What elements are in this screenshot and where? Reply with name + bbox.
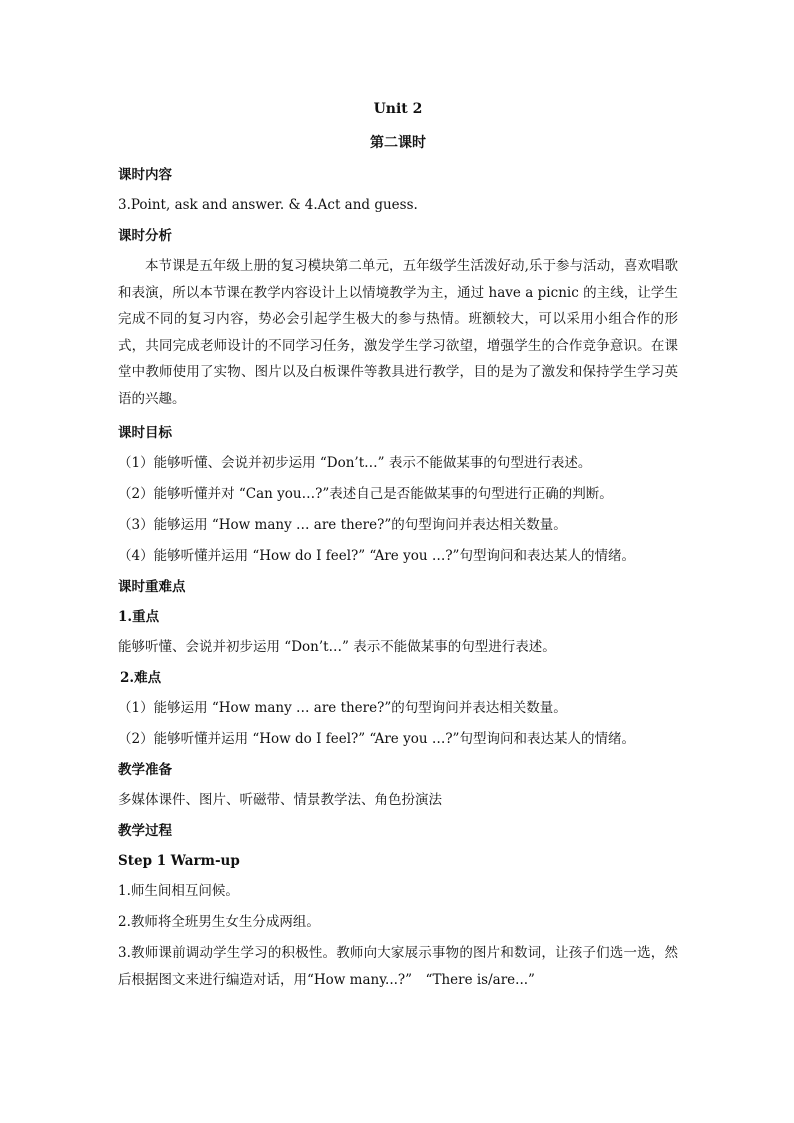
analysis-heading: 课时分析	[118, 228, 172, 244]
key-point-label: 1.重点	[118, 609, 160, 625]
unit-title: Unit 2	[373, 101, 423, 117]
goal-item: （1）能够听懂、会说并初步运用 “Don’t…” 表示不能做某事的句型进行表述。	[118, 455, 592, 471]
prep-heading: 教学准备	[118, 762, 172, 778]
step1-label: Step 1 Warm-up	[118, 853, 240, 869]
lesson-title: 第二课时	[370, 135, 426, 151]
step-item: 1.师生间相互问候。	[118, 883, 239, 899]
step-item-3: 3.教师课前调动学生学习的积极性。教师向大家展示事物的图片和数词，让孩子们选一选，然后根据图文来进行编造对话，用“How many...?” “There is/are...”	[118, 945, 678, 988]
difficult-item: （2）能够听懂并运用 “How do I feel?” “Are you …?”句型询问和表达某人的情绪。	[118, 731, 635, 747]
prep-text: 多媒体课件、图片、听磁带、情景教学法、角色扮演法	[118, 792, 442, 808]
process-heading: 教学过程	[118, 823, 172, 839]
difficult-point-label: 2.难点	[120, 670, 162, 686]
goal-item: （3）能够运用 “How many … are there?”的句型询问并表达相关数量。	[118, 517, 567, 533]
step-item: 2.教师将全班男生女生分成两组。	[118, 914, 320, 930]
document-page	[118, 100, 678, 993]
key-point-text: 能够听懂、会说并初步运用 “Don’t…” 表示不能做某事的句型进行表述。	[118, 639, 556, 655]
difficult-item: （1）能够运用 “How many … are there?”的句型询问并表达相关数量。	[118, 700, 567, 716]
key-difficult-heading: 课时重难点	[118, 579, 186, 595]
goal-item: （2）能够听懂并对 “Can you…?”表述自己是否能做某事的句型进行正确的判断。	[118, 486, 613, 502]
content-heading: 课时内容	[118, 167, 172, 183]
goal-item: （4）能够听懂并运用 “How do I feel?” “Are you …?”句型询问和表达某人的情绪。	[118, 548, 635, 564]
analysis-paragraph: 本节课是五年级上册的复习模块第二单元，五年级学生活泼好动,乐于参与活动，喜欢唱歌和表演，所以本节课在教学内容设计上以情境教学为主，通过 have a picnic 的主线，让学生完成不同的复习内容，势必会引起学生极大的参与热情。班额较大，可以采用小组合作的形式，共同完成老师设计的不同学习任务，激发学生学习欲望，增强学生的合作竞争意识。在课堂中教师使用了实物、图片以及白板课件等教具进行教学，目的是为了激发和保持学生学习英语的兴趣。	[118, 258, 678, 407]
goals-heading: 课时目标	[118, 425, 172, 441]
content-text: 3.Point, ask and answer. & 4.Act and guess.	[118, 197, 418, 213]
